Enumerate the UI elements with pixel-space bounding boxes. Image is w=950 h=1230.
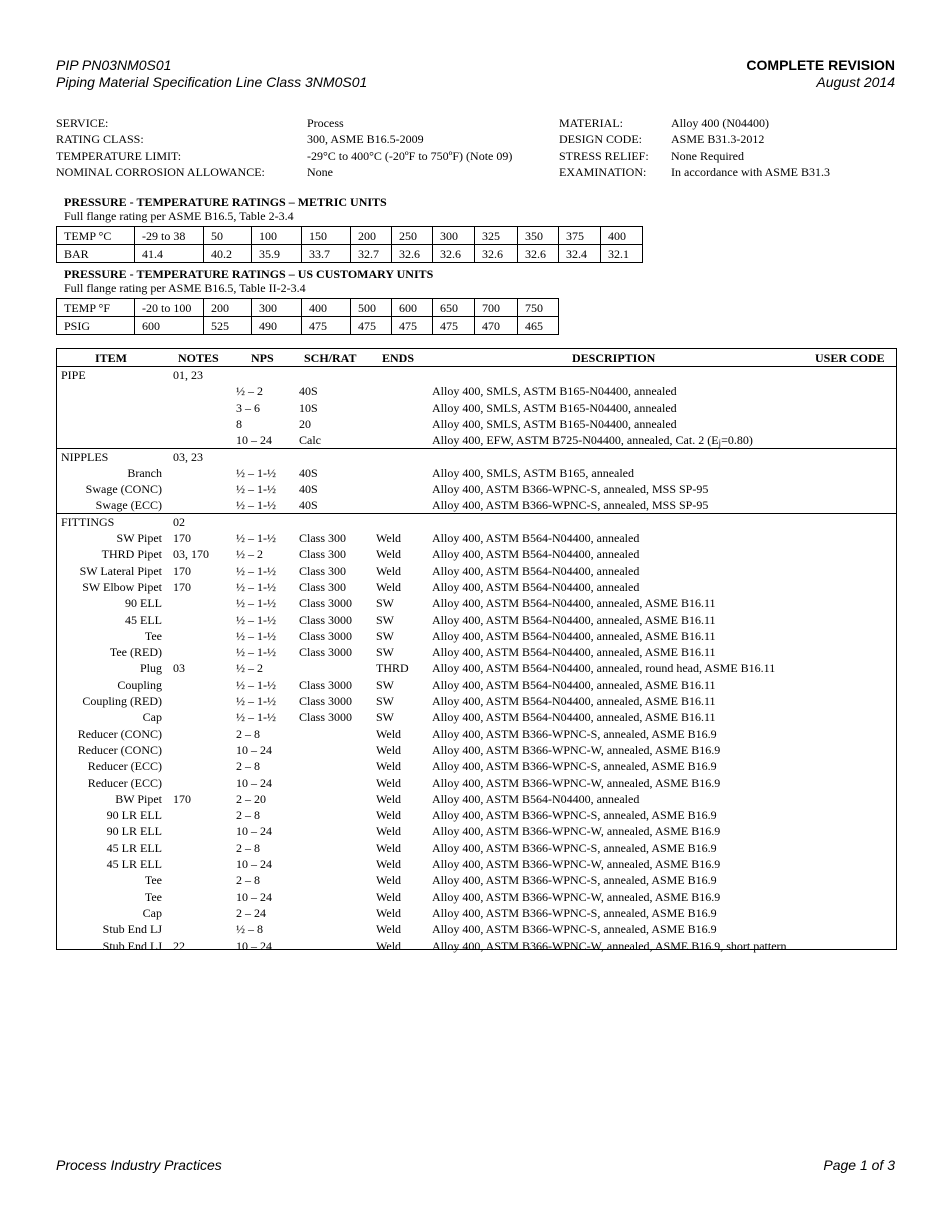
item-ends: Weld [376, 857, 402, 871]
item-ends: Weld [376, 579, 402, 594]
table-cell: 475 [351, 317, 392, 335]
item-ends: Weld [376, 938, 402, 953]
table-cell: 32.4 [559, 245, 601, 263]
table-cell: 650 [433, 299, 475, 317]
item-description [432, 497, 708, 513]
item-description [432, 905, 717, 921]
info-label: SERVICE: [56, 116, 109, 130]
item-nps: ½ – 1-½ [236, 677, 276, 692]
item-nps: 2 – 24 [236, 905, 266, 920]
item-description [432, 775, 720, 791]
item-name: Swage (ECC) [95, 498, 162, 513]
item-sch-rating: 10S [299, 400, 318, 415]
description-text: Alloy 400, ASTM B366-WPNC-S, annealed, ASME B16.9 [432, 922, 717, 937]
item-sch-rating: Class 3000 [299, 710, 353, 725]
col-header-description: DESCRIPTION [572, 351, 656, 365]
description-tail: =0.80) [721, 433, 753, 448]
item-notes: 170 [173, 531, 191, 545]
info-label: NOMINAL CORROSION ALLOWANCE: [56, 164, 265, 179]
description-text: Alloy 400, ASTM B564-N04400, annealed [432, 547, 640, 562]
item-description [432, 758, 717, 774]
item-sch-rating: Class 3000 [299, 677, 353, 692]
description-text: Alloy 400, ASTM B564-N04400, annealed, ASME B16.11 [432, 694, 716, 708]
description-text: Alloy 400, ASTM B366-WPNC-W, annealed, ASME B16.9, short pattern [432, 938, 787, 953]
item-description [432, 644, 716, 660]
item-ends: Weld [376, 759, 402, 774]
item-nps: 10 – 24 [236, 775, 272, 790]
description-text: Alloy 400, ASTM B564-N04400, annealed, round head, ASME B16.11 [432, 661, 776, 676]
item-nps: ½ – 1-½ [236, 612, 276, 627]
item-sch-rating: Class 3000 [299, 628, 353, 643]
item-ends: SW [376, 694, 394, 708]
us-pressure-row [57, 317, 559, 335]
item-name: Cap [142, 710, 162, 725]
info-value: ASME B31.3-2012 [671, 132, 765, 147]
table-cell: 600 [135, 317, 204, 335]
col-header-notes: NOTES [178, 351, 219, 365]
item-nps: ½ – 1-½ [236, 563, 276, 578]
description-text: Alloy 400, ASTM B366-WPNC-S, annealed, MSS SP-95 [432, 482, 709, 497]
item-description [432, 465, 634, 481]
item-description [432, 709, 716, 725]
col-header-user-code: USER CODE [815, 351, 885, 365]
item-description [432, 400, 677, 416]
description-text: Alloy 400, ASTM B366-WPNC-S, annealed, ASME B16.9 [432, 905, 717, 920]
table-cell: 600 [392, 299, 433, 317]
description-text: Alloy 400, SMLS, ASTM B165, annealed [432, 465, 635, 480]
item-description [432, 938, 787, 954]
description-text: Alloy 400, ASTM B366-WPNC-W, annealed, ASME B16.9 [432, 889, 721, 904]
metric-rating-table [56, 226, 643, 263]
info-label: TEMPERATURE LIMIT: [56, 148, 182, 163]
item-nps: 10 – 24 [236, 889, 272, 904]
description-text: Alloy 400, ASTM B564-N04400, annealed [432, 563, 640, 578]
table-cell: 350 [518, 227, 559, 245]
info-label: MATERIAL: [559, 116, 623, 130]
description-text: Alloy 400, ASTM B366-WPNC-S, annealed, ASME B16.9 [432, 808, 717, 823]
item-ends: Weld [376, 840, 402, 855]
table-cell: -29 to 38 [135, 227, 204, 245]
section-notes: 03, 23 [173, 449, 203, 464]
table-cell: 250 [392, 227, 433, 245]
item-nps: 8 [236, 416, 242, 431]
doc-id: PIP PN03NM0S01 [56, 57, 172, 73]
description-text: Alloy 400, SMLS, ASTM B165-N04400, annealed [432, 400, 677, 415]
info-right-values [671, 115, 830, 180]
item-ends: SW [376, 677, 394, 692]
item-description [432, 383, 677, 399]
info-label: RATING CLASS: [56, 132, 144, 147]
item-sch-rating: Class 300 [299, 531, 347, 545]
table-cell: 700 [475, 299, 518, 317]
table-cell: 400 [302, 299, 351, 317]
item-ends: SW [376, 645, 394, 660]
info-value: 300, ASME B16.5-2009 [307, 132, 424, 147]
table-cell: 35.9 [252, 245, 302, 263]
table-cell: 475 [433, 317, 475, 335]
item-name: Tee [144, 628, 162, 643]
item-name: 45 LR ELL [106, 840, 162, 855]
item-notes: 170 [173, 579, 191, 594]
item-name: Coupling [117, 677, 162, 692]
item-ends: Weld [376, 824, 402, 839]
item-name: BW Pipet [115, 791, 162, 806]
table-cell: 325 [475, 227, 518, 245]
item-description [432, 872, 717, 888]
info-label: STRESS RELIEF: [559, 148, 649, 163]
description-text: Alloy 400, ASTM B366-WPNC-S, annealed, ASME B16.9 [432, 726, 717, 741]
item-nps: 2 – 8 [236, 808, 260, 823]
item-sch-rating: Calc [299, 433, 321, 448]
item-name: Tee (RED) [109, 645, 162, 660]
item-description [432, 416, 677, 432]
revision-date: August 2014 [816, 74, 895, 90]
item-name: SW Lateral Pipet [79, 563, 162, 578]
section-name: PIPE [61, 368, 86, 382]
table-cell: 490 [252, 317, 302, 335]
item-ends: THRD [376, 661, 409, 676]
description-text: Alloy 400, ASTM B564-N04400, annealed, ASME B16.11 [432, 677, 716, 692]
description-text: Alloy 400, ASTM B564-N04400, annealed [432, 579, 640, 594]
item-description [432, 660, 775, 676]
item-ends: Weld [376, 791, 402, 806]
item-nps: ½ – 1-½ [236, 579, 276, 594]
table-cell: -20 to 100 [135, 299, 204, 317]
description-text: Alloy 400, ASTM B366-WPNC-W, annealed, ASME B16.9 [432, 742, 721, 757]
table-cell: 32.1 [601, 245, 643, 263]
table-cell: 400 [601, 227, 643, 245]
item-nps: 10 – 24 [236, 742, 272, 757]
table-cell: 50 [204, 227, 252, 245]
table-cell: 500 [351, 299, 392, 317]
item-nps: 2 – 8 [236, 873, 260, 888]
item-ends: Weld [376, 547, 402, 562]
section-notes: 02 [173, 514, 185, 529]
item-name: Stub End LJ [102, 922, 162, 937]
us-subtitle: Full flange rating per ASME B16.5, Table II-2-3.4 [64, 281, 306, 295]
table-cell: 40.2 [204, 245, 252, 263]
item-nps: 2 – 8 [236, 840, 260, 855]
description-text: Alloy 400, ASTM B366-WPNC-W, annealed, ASME B16.9 [432, 857, 721, 871]
description-text: Alloy 400, EFW, ASTM B725-N04400, annealed, Cat. 2 (E [432, 433, 719, 448]
us-title: PRESSURE - TEMPERATURE RATINGS – US CUSTOMARY UNITS [64, 267, 434, 281]
table-cell: 475 [302, 317, 351, 335]
us-temp-row [57, 299, 559, 317]
item-nps: ½ – 2 [236, 384, 263, 399]
item-nps: 10 – 24 [236, 824, 272, 839]
item-nps: ½ – 1-½ [236, 694, 276, 708]
item-description [432, 856, 720, 872]
item-name: 90 LR ELL [106, 808, 162, 823]
item-nps: ½ – 2 [236, 661, 263, 676]
item-nps: 10 – 24 [236, 938, 272, 953]
info-right-labels [559, 115, 649, 180]
item-notes: 170 [173, 563, 191, 578]
item-description [432, 628, 716, 644]
info-label: EXAMINATION: [559, 164, 647, 179]
item-name: Reducer (ECC) [87, 775, 162, 790]
item-ends: Weld [376, 726, 402, 741]
item-ends: Weld [376, 922, 402, 937]
table-cell: BAR [57, 245, 135, 263]
description-text: Alloy 400, ASTM B564-N04400, annealed, ASME B16.11 [432, 628, 716, 643]
item-description [432, 742, 720, 758]
item-ends: Weld [376, 905, 402, 920]
table-cell: 200 [204, 299, 252, 317]
item-name: Tee [144, 873, 162, 888]
item-name: 45 ELL [125, 612, 162, 627]
table-cell: 375 [559, 227, 601, 245]
metric-pressure-row [57, 245, 643, 263]
item-description [432, 807, 717, 823]
item-name: Coupling (RED) [82, 694, 162, 708]
item-ends: SW [376, 628, 394, 643]
info-label: DESIGN CODE: [559, 132, 642, 147]
item-description [432, 889, 720, 905]
item-nps: 2 – 8 [236, 726, 260, 741]
col-header-nps: NPS [251, 351, 274, 365]
item-nps: ½ – 1-½ [236, 628, 276, 643]
item-name: Stub End LJ [102, 938, 162, 953]
item-ends: Weld [376, 808, 402, 823]
description-text: Alloy 400, ASTM B564-N04400, annealed, ASME B16.11 [432, 612, 716, 627]
item-name: 45 LR ELL [106, 857, 162, 871]
table-cell: 32.6 [518, 245, 559, 263]
item-nps: ½ – 1-½ [236, 596, 276, 611]
item-description [432, 726, 717, 742]
item-nps: ½ – 1-½ [236, 531, 276, 545]
section-name: NIPPLES [61, 449, 109, 464]
item-nps: ½ – 2 [236, 547, 263, 562]
item-sch-rating: 40S [299, 465, 318, 480]
table-cell: TEMP °C [57, 227, 135, 245]
table-cell: TEMP °F [57, 299, 135, 317]
description-text: Alloy 400, ASTM B366-WPNC-S, annealed, MSS SP-95 [432, 498, 709, 513]
item-nps: 2 – 8 [236, 759, 260, 774]
item-sch-rating: 20 [299, 416, 311, 431]
item-ends: Weld [376, 563, 402, 578]
footer-left: Process Industry Practices [56, 1157, 222, 1173]
item-description [432, 791, 639, 807]
item-name: SW Elbow Pipet [82, 579, 162, 594]
item-name: Branch [127, 465, 162, 480]
table-cell: 33.7 [302, 245, 351, 263]
item-name: 90 LR ELL [106, 824, 162, 839]
item-description [432, 677, 716, 693]
info-value: Process [307, 116, 344, 130]
col-header-sch: SCH/RAT [304, 351, 357, 365]
section-notes: 01, 23 [173, 368, 203, 382]
metric-title: PRESSURE - TEMPERATURE RATINGS – METRIC UNITS [64, 195, 387, 209]
item-description [432, 563, 639, 579]
table-cell: 32.6 [433, 245, 475, 263]
info-value: In accordance with ASME B31.3 [671, 164, 830, 179]
description-text: Alloy 400, ASTM B366-WPNC-W, annealed, ASME B16.9 [432, 824, 721, 839]
table-cell: 150 [302, 227, 351, 245]
table-cell: 465 [518, 317, 559, 335]
item-nps: ½ – 1-½ [236, 465, 276, 480]
item-ends: Weld [376, 742, 402, 757]
table-cell: 475 [392, 317, 433, 335]
table-cell: 300 [252, 299, 302, 317]
item-notes: 03, 170 [173, 547, 209, 562]
description-text: Alloy 400, ASTM B564-N04400, annealed, ASME B16.11 [432, 710, 716, 725]
item-notes: 03 [173, 661, 185, 676]
item-name: Plug [139, 661, 162, 676]
item-ends: Weld [376, 873, 402, 888]
table-cell: PSIG [57, 317, 135, 335]
info-value: -29°C to 400°C (-20ºF to 750ºF) (Note 09) [307, 148, 513, 163]
revision-label: COMPLETE REVISION [746, 57, 895, 73]
item-description [432, 612, 716, 628]
us-rating-table [56, 298, 559, 335]
item-ends: Weld [376, 889, 402, 904]
item-sch-rating: Class 3000 [299, 612, 353, 627]
metric-temp-row [57, 227, 643, 245]
description-text: Alloy 400, SMLS, ASTM B165-N04400, annealed [432, 416, 677, 431]
item-description [432, 823, 720, 839]
item-nps: 3 – 6 [236, 400, 260, 415]
item-ends: SW [376, 710, 394, 725]
item-nps: ½ – 1-½ [236, 710, 276, 725]
table-cell: 200 [351, 227, 392, 245]
item-name: Cap [142, 905, 162, 920]
description-text: Alloy 400, ASTM B366-WPNC-S, annealed, ASME B16.9 [432, 759, 717, 774]
item-nps: ½ – 1-½ [236, 645, 276, 660]
item-sch-rating: Class 300 [299, 563, 347, 578]
table-cell: 32.6 [475, 245, 518, 263]
item-sch-rating: 40S [299, 498, 318, 513]
description-text: Alloy 400, ASTM B564-N04400, annealed, ASME B16.11 [432, 596, 716, 611]
item-sch-rating: Class 3000 [299, 694, 353, 708]
item-nps: ½ – 1-½ [236, 482, 276, 497]
info-value: Alloy 400 (N04400) [671, 116, 769, 130]
item-name: 90 ELL [125, 596, 162, 611]
table-cell: 32.6 [392, 245, 433, 263]
item-sch-rating: 40S [299, 482, 318, 497]
item-name: THRD Pipet [101, 547, 162, 562]
item-description [432, 546, 639, 562]
table-cell: 41.4 [135, 245, 204, 263]
item-ends: SW [376, 612, 394, 627]
info-left-values [307, 115, 512, 180]
col-header-ends: ENDS [382, 351, 415, 365]
table-cell: 750 [518, 299, 559, 317]
item-notes: 170 [173, 791, 191, 806]
item-sch-rating: Class 300 [299, 579, 347, 594]
item-name: Reducer (ECC) [87, 759, 162, 774]
item-description [432, 530, 639, 546]
doc-title: Piping Material Specification Line Class 3NM0S01 [56, 74, 368, 90]
component-table [56, 348, 897, 953]
item-name: Reducer (CONC) [77, 726, 162, 741]
table-cell: 32.7 [351, 245, 392, 263]
item-nps: 10 – 24 [236, 857, 272, 871]
info-left-labels [56, 115, 265, 180]
item-sch-rating: Class 3000 [299, 596, 353, 611]
item-ends: Weld [376, 531, 402, 545]
item-name: Swage (CONC) [85, 482, 162, 497]
item-description [432, 481, 708, 497]
description-subscript: j [718, 438, 722, 449]
item-nps: 2 – 20 [236, 791, 266, 806]
item-description [432, 840, 717, 856]
item-description [432, 595, 716, 611]
item-sch-rating: Class 300 [299, 547, 347, 562]
item-nps: 10 – 24 [236, 433, 272, 448]
info-value: None Required [671, 148, 744, 163]
info-value: None [307, 164, 333, 179]
item-ends: SW [376, 596, 394, 611]
item-description [432, 579, 639, 595]
page-header-left [56, 57, 367, 91]
item-name: SW Pipet [116, 531, 162, 545]
metric-subtitle: Full flange rating per ASME B16.5, Table 2-3.4 [64, 209, 294, 223]
description-text: Alloy 400, ASTM B366-WPNC-W, annealed, ASME B16.9 [432, 775, 721, 790]
section-name: FITTINGS [61, 514, 115, 529]
table-cell: 100 [252, 227, 302, 245]
description-text: Alloy 400, ASTM B564-N04400, annealed [432, 531, 640, 545]
item-ends: Weld [376, 775, 402, 790]
page-header-right [746, 57, 895, 91]
description-text: Alloy 400, SMLS, ASTM B165-N04400, annealed [432, 384, 677, 399]
item-description [432, 921, 717, 937]
table-cell: 300 [433, 227, 475, 245]
item-nps: ½ – 8 [236, 922, 263, 937]
description-text: Alloy 400, ASTM B366-WPNC-S, annealed, ASME B16.9 [432, 873, 717, 888]
col-header-item: ITEM [95, 351, 128, 365]
description-text: Alloy 400, ASTM B564-N04400, annealed [432, 791, 640, 806]
description-text: Alloy 400, ASTM B564-N04400, annealed, ASME B16.11 [432, 645, 716, 660]
table-cell: 470 [475, 317, 518, 335]
description-text: Alloy 400, ASTM B366-WPNC-S, annealed, ASME B16.9 [432, 840, 717, 855]
item-sch-rating: 40S [299, 384, 318, 399]
item-sch-rating: Class 3000 [299, 645, 353, 660]
item-name: Reducer (CONC) [77, 742, 162, 757]
footer-page-number: Page 1 of 3 [823, 1157, 895, 1173]
item-notes: 22 [173, 938, 185, 953]
item-name: Tee [144, 889, 162, 904]
item-nps: ½ – 1-½ [236, 498, 276, 513]
item-description [432, 693, 716, 709]
table-cell: 525 [204, 317, 252, 335]
